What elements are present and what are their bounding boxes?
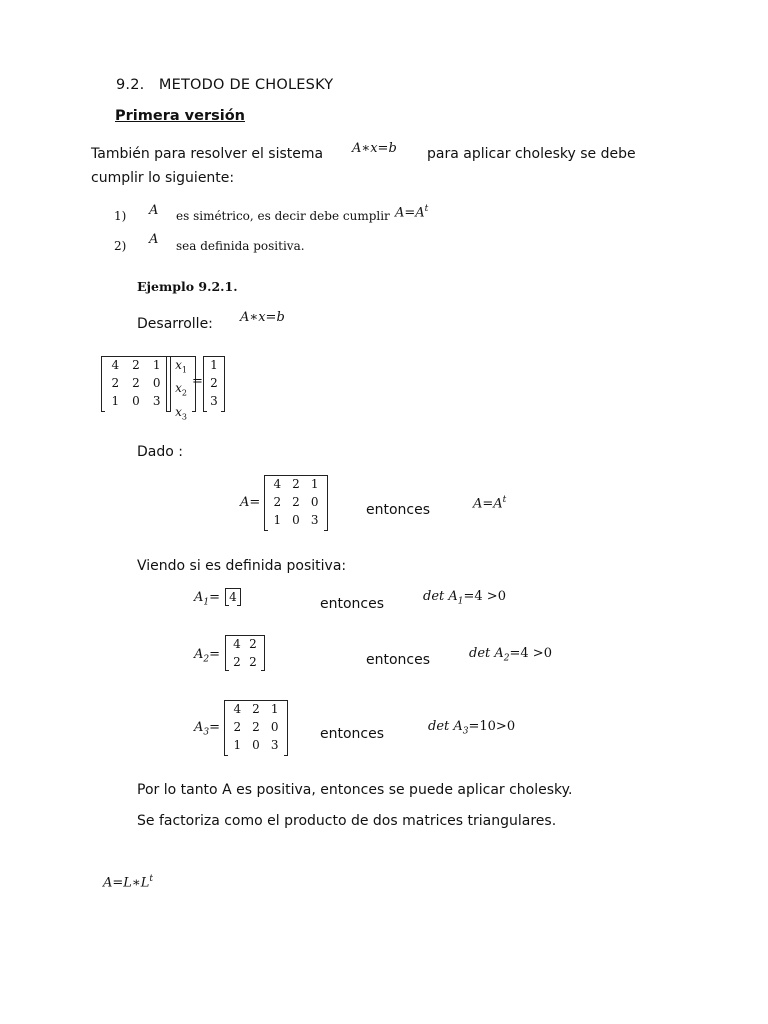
conclusion-line-2: Se factoriza como el producto de dos matrices triangulares. — [137, 813, 557, 829]
x2: $x_2$ — [175, 381, 187, 398]
minor-2-then: entonces — [366, 652, 431, 668]
minor-1-det: $\det A_1=4 >0$ — [423, 589, 506, 607]
condition-2-variable: A — [149, 232, 159, 247]
condition-1-text: es simétrico, es decir debe cumplir — [176, 209, 390, 223]
condition-2-number: 2) — [114, 239, 127, 253]
intro-text-before: También para resolver el sistema — [91, 146, 324, 162]
intro-text-line2: cumplir lo siguiente: — [91, 170, 235, 186]
factorization-equation: $A=L∗L^t$ — [103, 874, 154, 891]
develop-label: Desarrolle: — [137, 316, 213, 332]
example-equals: = — [192, 374, 203, 389]
condition-2-text: sea definida positiva. — [176, 239, 305, 253]
minor-3-lhs: $A_3=$ — [194, 720, 221, 738]
minor-2-det: $\det A_2=4 >0$ — [469, 646, 552, 664]
given-then: entonces — [366, 502, 431, 518]
intro-text-after: para aplicar cholesky se debe — [427, 146, 636, 162]
minor-2-matrix: 4 2 2 2 — [225, 635, 265, 671]
given-label: Dado : — [137, 444, 183, 460]
develop-equation: A∗x=b — [240, 310, 285, 325]
example-vector-b: 1 2 3 — [203, 356, 225, 412]
example-label: Ejemplo 9.2.1. — [137, 279, 238, 294]
section-number: 9.2. — [116, 77, 145, 93]
condition-1-variable: A — [149, 203, 159, 218]
minor-2-lhs: $A_2=$ — [194, 647, 221, 665]
minor-1-then: entonces — [320, 596, 385, 612]
section-subtitle: Primera versión — [115, 108, 245, 124]
given-result: $A=A^t$ — [473, 495, 507, 512]
given-matrix: 4 2 1 2 2 0 1 0 3 — [264, 475, 328, 531]
minor-3-matrix: 4 2 1 2 2 0 1 0 3 — [224, 700, 288, 756]
conclusion-line-1: Por lo tanto A es positiva, entonces se puede aplicar cholesky. — [137, 782, 573, 798]
condition-1-equation: $A=A^t$ — [395, 204, 429, 221]
given-lhs: A= — [240, 495, 261, 510]
minor-3-det: $\det A_3=10>0$ — [428, 719, 516, 737]
section-title: METODO DE CHOLESKY — [158, 77, 334, 93]
minor-1-matrix: 4 — [225, 588, 241, 606]
condition-1-number: 1) — [114, 209, 127, 223]
x1: $x_1$ — [175, 358, 187, 375]
section-heading — [116, 77, 333, 93]
example-matrix-a: 4 2 1 2 2 0 1 0 3 — [101, 356, 171, 412]
minor-1-lhs: $A_1=$ — [194, 590, 221, 608]
x3: $x_3$ — [175, 404, 187, 422]
minor-3-then: entonces — [320, 726, 385, 742]
intro-system-equation: A∗x=b — [352, 141, 397, 156]
positivity-label: Viendo si es definida positiva: — [137, 558, 347, 574]
